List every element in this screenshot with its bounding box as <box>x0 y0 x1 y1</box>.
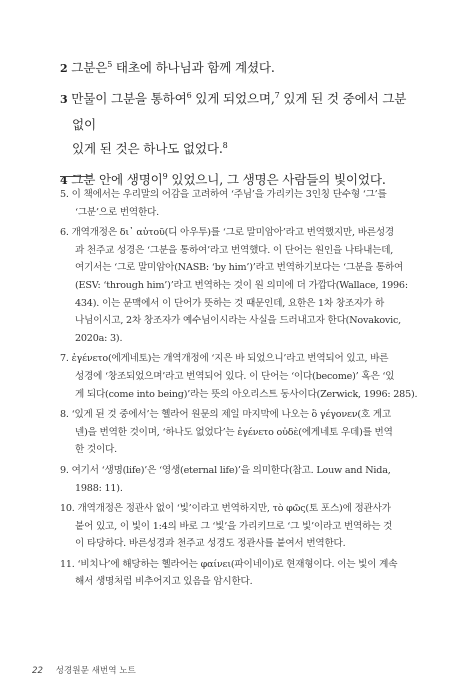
footnote-ref[interactable]: 6 <box>186 91 192 100</box>
footnote <box>60 406 418 459</box>
book-title: 성경원문 새번역 노트 <box>55 666 136 676</box>
verse-text: 그분은 <box>71 60 108 75</box>
footnote <box>60 350 418 403</box>
footnote-line: 8. ‘있게 된 것 중에서’는 헬라어 원문의 제일 마지막에 나오는 ὃ γέγονεν(호 게고 <box>60 409 391 421</box>
footnote <box>60 462 418 497</box>
verse-text: 있었으니, 그 생명은 사람들의 빛이었다. <box>167 172 386 187</box>
footnote-line: 434). 이는 문맥에서 이 단어가 뜻하는 것 때문인데, 요한은 1차 창조자가 하 <box>75 297 385 309</box>
verse-text: 태초에 하나님과 함께 계셨다. <box>112 60 275 75</box>
footnote-line: 성경에 ‘창조되었으며’라고 번역되어 있다. 이 단어는 ‘이다(become)’ 혹은 ‘있 <box>75 370 395 382</box>
footnote-line: 여기서는 ‘그로 말미암아(NASB: ‘by him’)’라고 번역하기보다는 ‘그분을 통하여 <box>75 262 404 274</box>
verse-3 <box>60 87 420 163</box>
footnote <box>60 186 418 221</box>
footnote-divider <box>60 176 92 177</box>
footnote-line: 5. 이 책에서는 우리말의 어감을 고려하여 ‘주님’을 가리키는 3인칭 단수형 ‘그’를 <box>60 189 387 200</box>
footnote-ref[interactable]: 7 <box>274 91 280 100</box>
verse-text: 있게 되었으며, <box>191 91 275 106</box>
verse-number: 4 <box>60 174 68 187</box>
footnote-ref[interactable]: 5 <box>107 60 113 69</box>
footnote-line: 나님이시고, 2차 창조자가 예수님이시라는 사실을 드러내고자 한다(Novakovic, <box>75 315 402 327</box>
page-number: 22 <box>32 666 43 676</box>
footnote-line: 1988: 11). <box>75 482 123 494</box>
footnote-line: 과 천주교 성경은 ‘그분을 통하여’라고 번역했다. 이 단어는 원인을 나타내는데, <box>75 244 394 256</box>
footnote-line: 게 되다(come into being)’라는 뜻의 아오리스트 동사이다(Zerwick, 1996: 285). <box>75 388 418 400</box>
verse-block <box>60 56 420 199</box>
footnote <box>60 224 418 347</box>
footnote-line: 해서 생명처럼 비추어지고 있음을 암시한다. <box>75 576 253 588</box>
footnotes <box>60 186 418 594</box>
footnote-line: 6. 개역개정은 δι᾽ αὐτοῦ(디 아우투)를 ‘그로 말미암아’라고 번역했지만, 바른성경 <box>60 227 394 239</box>
footnote-line: 9. 여기서 ‘생명(life)’은 ‘영생(eternal life)’을 의미한다(참고. Louw and Nida, <box>60 464 391 476</box>
footnote-line: 2020a: 3). <box>75 332 123 344</box>
footnote-line: 한 것이다. <box>75 444 117 456</box>
footnote-line: 넨)을 번역한 것이며, ‘하나도 없었다’는 ἐγένετο οὐδὲ(에게네토 우데)를 번역 <box>75 426 393 438</box>
footnote <box>60 500 418 553</box>
verse-text: 있게 된 것 중에서 그분 없이 <box>72 91 407 132</box>
verse-2 <box>60 56 420 82</box>
footnote-ref[interactable]: 8 <box>222 141 228 150</box>
footnote-line: 7. ἐγένετο(에게네토)는 개역개정에 ‘지은 바 되었으니’라고 번역되어 있고, 바른 <box>60 353 389 365</box>
footnote-line: 이 타당하다. 바른성경과 천주교 성경도 정관사를 붙여서 번역한다. <box>75 538 346 550</box>
footnote <box>60 556 418 591</box>
footnote-line: 10. 개역개정은 정관사 없이 ‘빛’이라고 번역하지만, τὸ φῶς(토 포스)에 정관사가 <box>60 503 391 515</box>
footnote-line: ‘그분’으로 번역한다. <box>75 206 159 218</box>
verse-text: 있게 된 것은 하나도 없었다. <box>72 141 223 156</box>
verse-number: 3 <box>60 93 68 106</box>
footnote-line: 붙어 있고, 이 빛이 1:4의 바로 그 ‘빛’을 가리키므로 ‘그 빛’이라고 번역하는 것 <box>75 520 393 532</box>
page-footer <box>32 664 136 676</box>
verse-number: 2 <box>60 62 68 75</box>
verse-text: 그분 안에 생명이 <box>71 172 163 187</box>
footnote-line: 11. ‘비치나’에 해당하는 헬라어는 φαίνει(파이네이)로 현재형이다. 이는 빛이 계속 <box>60 558 398 570</box>
verse-text: 만물이 그분을 통하여 <box>71 91 187 106</box>
footnote-line: (ESV: ‘through him’)’라고 번역하는 것이 원 의미에 더 가깝다(Wallace, 1996: <box>75 279 408 291</box>
footnote-ref[interactable]: 9 <box>162 172 168 181</box>
